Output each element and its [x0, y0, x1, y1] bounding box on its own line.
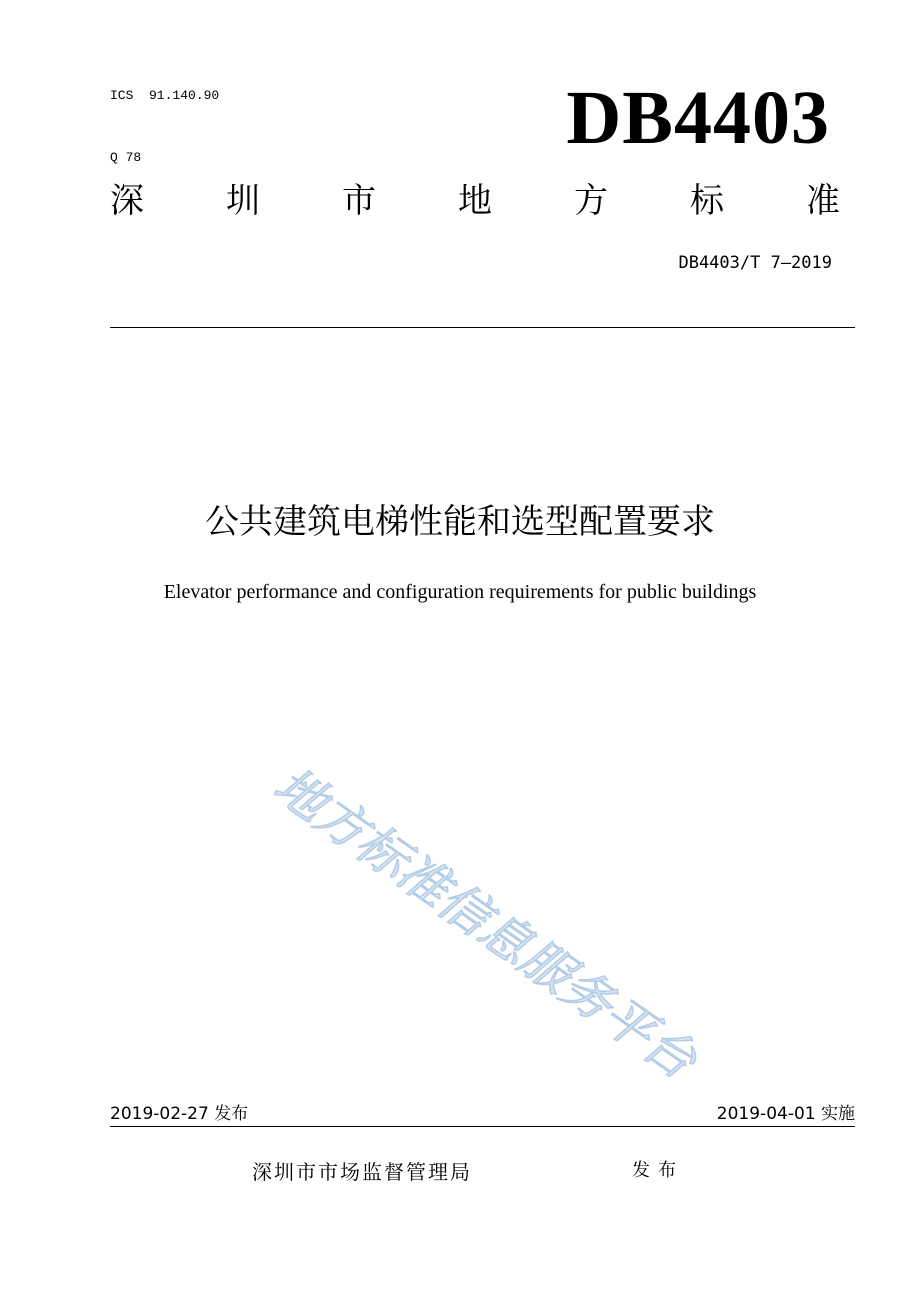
standard-type-char: 圳 [226, 181, 260, 221]
issuing-authority: 深圳市市场监督管理局 [252, 1160, 472, 1184]
watermark: 地方标准信息服务平台 [263, 755, 707, 1091]
title-english: Elevator performance and configuration requirements for public buildings [163, 581, 757, 603]
standard-type-char: 深 [110, 181, 144, 221]
implement-date: 2019-04-01 实施 [716, 1104, 855, 1124]
standard-type-char: 标 [690, 181, 724, 221]
bottom-divider [110, 1126, 855, 1127]
standard-number: DB4403/T 7—2019 [678, 253, 832, 273]
publish-date: 2019-02-27 发布 [110, 1104, 249, 1124]
standard-type-char: 市 [342, 181, 376, 221]
standard-type-char: 准 [806, 181, 840, 221]
standard-type-char: 地 [458, 181, 492, 221]
classification-codes [110, 46, 219, 190]
issue-label: 发布 [632, 1160, 684, 1181]
ccs-code: Q 78 [110, 150, 142, 165]
standard-type-char: 方 [574, 181, 608, 221]
title-chinese: 公共建筑电梯性能和选型配置要求 [205, 502, 715, 542]
standard-code-logo: DB4403 [566, 76, 830, 160]
ics-code: ICS 91.140.90 [110, 88, 220, 103]
top-divider [110, 327, 855, 328]
standard-type-heading [110, 178, 840, 224]
